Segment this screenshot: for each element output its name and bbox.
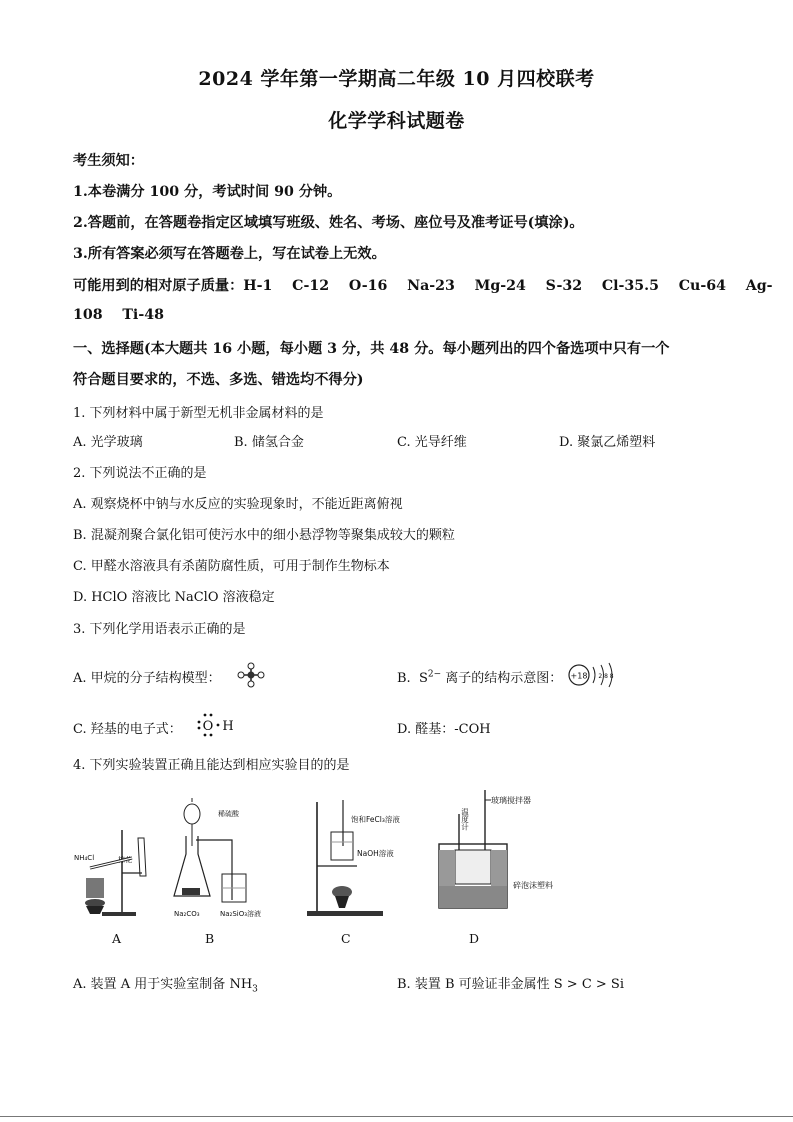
apparatus-b-figure [172, 796, 277, 922]
q3-option-b-suffix: 离子的结构示意图： [441, 671, 563, 686]
page-bottom-rule [0, 1116, 793, 1117]
apparatus-b-caption: B [205, 931, 215, 946]
apparatus-a-reagent: NH₄Cl [74, 854, 95, 862]
q4-option-a [73, 973, 258, 995]
section-heading-line-1: 一、选择题(本大题共 16 小题，每小题 3 分，共 48 分。每小题列出的四个备选项中只有一个 [73, 341, 670, 357]
apparatus-c-caption: C [341, 931, 351, 946]
q2-stem: 2. 下列说法不正确的是 [73, 466, 207, 481]
q3-option-b-charge: 2− [427, 669, 442, 680]
q3-option-b-prefix: B. [397, 671, 419, 686]
sulfide-nucleus-label: +18 [570, 671, 588, 681]
atomic-mass-line-1: 可能用到的相对原子质量：H-1 C-12 O-16 Na-23 Mg-24 S-32 Cl-35.5 Cu-64 Ag- [73, 278, 773, 294]
q2-option-d: D. HClO 溶液比 NaClO 溶液稳定 [73, 590, 275, 605]
q2-option-c: C. 甲醛水溶液具有杀菌防腐性质，可用于制作生物标本 [73, 559, 390, 574]
q1-option-b: B. 储氢合金 [234, 435, 304, 450]
notice-item-2: 2.答题前，在答题卷指定区域填写班级、姓名、考场、座位号及准考证号(填涂)。 [73, 215, 584, 231]
atomic-mass-line-2: 108 Ti-48 [73, 307, 164, 323]
apparatus-d-caption: D [469, 931, 480, 946]
exam-subtitle: 化学学科试题卷 [328, 110, 465, 132]
apparatus-b-acid: 稀硫酸 [218, 810, 239, 818]
apparatus-d-thermometer: 温度计 [460, 808, 470, 831]
q1-option-d: D. 聚氯乙烯塑料 [559, 435, 656, 450]
q3-option-c: C. 羟基的电子式： [73, 722, 182, 737]
q4-option-b: B. 装置 B 可验证非金属性 S > C > Si [397, 977, 624, 992]
apparatus-a-figure [72, 818, 164, 920]
exam-title: 2024 学年第一学期高二年级 10 月四校联考 [198, 68, 595, 90]
sulfide-shell-electrons: 2 8 8 [598, 673, 614, 680]
apparatus-a-caption: A [112, 931, 122, 946]
apparatus-c-naoh: NaOH溶液 [357, 849, 394, 858]
apparatus-d-foam: 碎泡沫塑料 [513, 881, 553, 890]
q1-option-a: A. 光学玻璃 [73, 435, 143, 450]
sulfide-ion-structure-figure [566, 662, 626, 688]
notice-item-1: 1.本卷满分 100 分，考试时间 90 分钟。 [73, 184, 342, 200]
q2-option-b: B. 混凝剂聚合氯化铝可使污水中的细小悬浮物等聚集成较大的颗粒 [73, 528, 455, 543]
notice-item-3: 3.所有答案必须写在答题卷上，写在试卷上无效。 [73, 246, 386, 262]
hydroxyl-electron-formula [196, 712, 238, 738]
q3-option-d: D. 醛基：-COH [397, 722, 491, 737]
q1-stem: 1. 下列材料中属于新型无机非金属材料的是 [73, 406, 324, 421]
q2-option-a: A. 观察烧杯中钠与水反应的实验现象时，不能近距离俯视 [73, 497, 403, 512]
apparatus-b-solid: Na₂CO₃ [174, 910, 200, 918]
hydroxyl-oxygen: O [202, 719, 214, 734]
q4-stem: 4. 下列实验装置正确且能达到相应实验目的的是 [73, 758, 350, 773]
q1-option-c: C. 光导纤维 [397, 435, 467, 450]
apparatus-d-figure [435, 784, 560, 916]
notice-heading: 考生须知： [73, 153, 144, 169]
q4-option-a-sub: 3 [252, 984, 258, 995]
q3-option-b [397, 667, 562, 686]
hydroxyl-hydrogen: H [222, 719, 234, 734]
q3-stem: 3. 下列化学用语表示正确的是 [73, 622, 246, 637]
q3-option-b-ion: S [418, 671, 428, 686]
apparatus-c-fecl3: 饱和FeCl₃溶液 [351, 815, 400, 824]
apparatus-d-stirrer: 玻璃搅拌器 [491, 796, 531, 805]
q3-option-a: A. 甲烷的分子结构模型： [73, 671, 221, 686]
apparatus-a-cotton: 棉花 [118, 856, 132, 864]
methane-model-figure [236, 662, 266, 688]
q4-option-a-text: A. 装置 A 用于实验室制备 NH [73, 977, 253, 992]
apparatus-c-figure [305, 796, 423, 920]
apparatus-b-solution: Na₂SiO₃溶液 [220, 910, 262, 918]
section-heading-line-2: 符合题目要求的，不选、多选、错选均不得分) [73, 372, 364, 388]
